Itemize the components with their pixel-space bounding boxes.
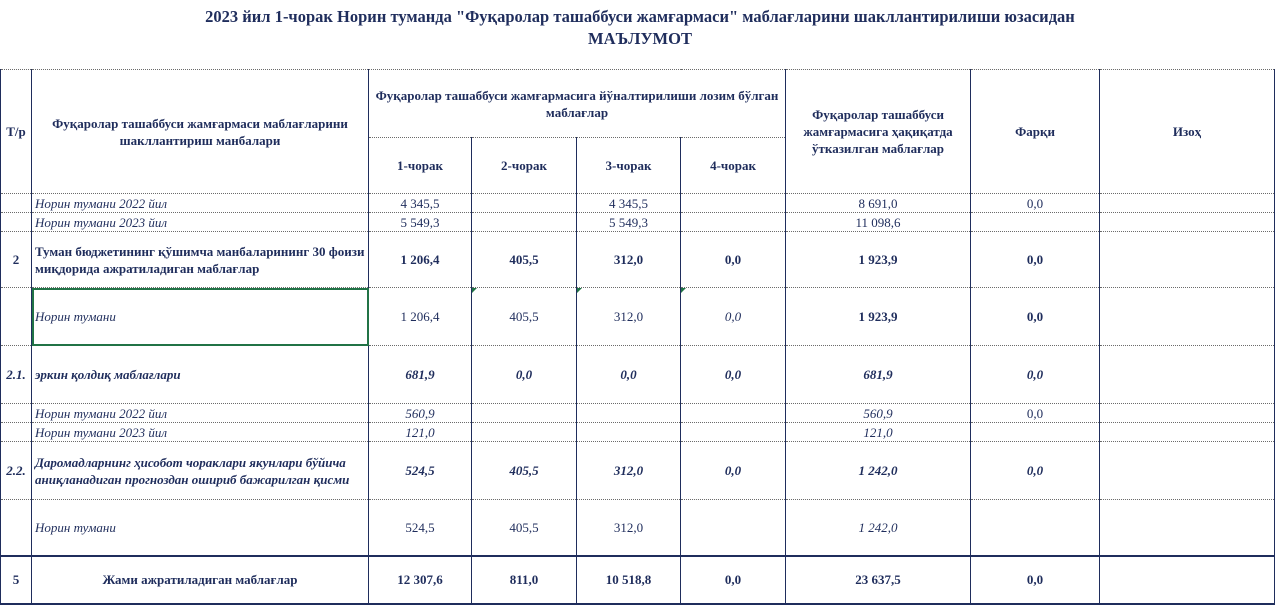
cell-actual[interactable]: 681,9 [786,346,971,404]
cell-num[interactable]: 2.2. [1,442,32,500]
header-note[interactable]: Изоҳ [1100,70,1275,194]
cell-actual[interactable]: 1 923,9 [786,232,971,288]
cell-q3[interactable] [577,404,681,423]
cell-note[interactable] [1100,194,1275,213]
cell-num[interactable] [1,213,32,232]
cell-q4[interactable] [681,500,786,556]
cell-q3[interactable]: 0,0 [577,346,681,404]
cell-q2[interactable]: 0,0 [472,346,577,404]
cell-note[interactable] [1100,213,1275,232]
cell-q4[interactable]: 0,0 [681,346,786,404]
cell-q1[interactable]: 560,9 [369,404,472,423]
cell-q1[interactable]: 1 206,4 [369,232,472,288]
cell-q4[interactable]: 0,0 [681,442,786,500]
header-source[interactable]: Фуқаролар ташаббуси жамғармаси маблағларини шакллантириш манбалари [32,70,369,194]
table-row [1,213,1275,232]
cell-q1[interactable]: 524,5 [369,500,472,556]
cell-num[interactable] [1,288,32,346]
cell-name[interactable]: Норин тумани 2022 йил [32,194,369,213]
cell-name[interactable]: Норин тумани 2023 йил [32,423,369,442]
cell-q2[interactable]: 405,5 [472,500,577,556]
cell-diff[interactable] [971,500,1100,556]
cell-q2[interactable]: 811,0 [472,556,577,604]
document-title [0,6,1280,50]
table-row [1,442,1275,500]
cell-name[interactable]: эркин қолдиқ маблағлари [32,346,369,404]
header-q3[interactable]: 3-чорак [577,138,681,194]
cell-diff[interactable]: 0,0 [971,288,1100,346]
cell-num[interactable] [1,500,32,556]
cell-name-selected[interactable]: Норин тумани [32,288,369,346]
cell-q4[interactable] [681,213,786,232]
header-q4[interactable]: 4-чорак [681,138,786,194]
cell-q1[interactable]: 1 206,4 [369,288,472,346]
cell-q2[interactable]: 405,5 [472,232,577,288]
header-actual[interactable]: Фуқаролар ташаббуси жамғармасига ҳақиқатда ўтказилган маблағлар [786,70,971,194]
cell-q3[interactable]: 312,0 [577,442,681,500]
header-num[interactable]: Т/р [1,70,32,194]
cell-note[interactable] [1100,442,1275,500]
cell-name[interactable]: Даромадларнинг ҳисобот чораклари якунлари бўйича аниқланадиган прогноздан ошириб бажарилган қисми [32,442,369,500]
cell-q1[interactable]: 5 549,3 [369,213,472,232]
cell-actual[interactable]: 560,9 [786,404,971,423]
table-row [1,232,1275,288]
cell-note[interactable] [1100,423,1275,442]
cell-q4[interactable]: 0,0 [681,288,786,346]
cell-q3[interactable]: 312,0 [577,500,681,556]
cell-q1[interactable]: 12 307,6 [369,556,472,604]
cell-q3[interactable] [577,423,681,442]
cell-name[interactable]: Туман бюджетининг қўшимча манбаларининг 30 фоизи миқдорида ажратиладиган маблағлар [32,232,369,288]
cell-q4[interactable] [681,404,786,423]
header-q2[interactable]: 2-чорак [472,138,577,194]
header-q1[interactable]: 1-чорак [369,138,472,194]
cell-diff[interactable]: 0,0 [971,232,1100,288]
cell-actual[interactable]: 121,0 [786,423,971,442]
table-row [1,194,1275,213]
cell-q4[interactable]: 0,0 [681,556,786,604]
header-planned-group[interactable]: Фуқаролар ташаббуси жамғармасига йўналтирилиши лозим бўлган маблағлар [369,70,786,138]
cell-q2[interactable] [472,194,577,213]
cell-note[interactable] [1100,232,1275,288]
cell-q2[interactable] [472,404,577,423]
cell-num[interactable]: 2 [1,232,32,288]
cell-q2[interactable] [472,213,577,232]
cell-actual[interactable]: 23 637,5 [786,556,971,604]
cell-diff[interactable]: 0,0 [971,346,1100,404]
cell-name[interactable]: Норин тумани 2022 йил [32,404,369,423]
cell-note[interactable] [1100,404,1275,423]
cell-actual[interactable]: 1 242,0 [786,442,971,500]
cell-actual[interactable]: 8 691,0 [786,194,971,213]
cell-note[interactable] [1100,288,1275,346]
header-diff[interactable]: Фарқи [971,70,1100,194]
table-row-total [1,556,1275,604]
cell-diff[interactable]: 0,0 [971,194,1100,213]
cell-q3[interactable]: 4 345,5 [577,194,681,213]
cell-name[interactable]: Норин тумани 2023 йил [32,213,369,232]
cell-q3[interactable]: 10 518,8 [577,556,681,604]
cell-num[interactable] [1,404,32,423]
cell-diff[interactable]: 0,0 [971,442,1100,500]
cell-actual[interactable]: 1 923,9 [786,288,971,346]
cell-num[interactable]: 2.1. [1,346,32,404]
cell-q2[interactable]: 405,5 [472,288,577,346]
cell-q1[interactable]: 681,9 [369,346,472,404]
cell-actual[interactable]: 11 098,6 [786,213,971,232]
cell-q3[interactable]: 312,0 [577,232,681,288]
cell-actual[interactable]: 1 242,0 [786,500,971,556]
table-row [1,346,1275,404]
cell-q2[interactable] [472,423,577,442]
cell-diff[interactable]: 0,0 [971,404,1100,423]
title-line-2: МАЪЛУМОТ [588,29,692,48]
cell-q1[interactable]: 524,5 [369,442,472,500]
cell-q1[interactable]: 121,0 [369,423,472,442]
cell-num[interactable] [1,423,32,442]
cell-num[interactable]: 5 [1,556,32,604]
cell-note[interactable] [1100,346,1275,404]
cell-name[interactable]: Жами ажратиладиган маблағлар [32,556,369,604]
cell-q2[interactable]: 405,5 [472,442,577,500]
cell-name[interactable]: Норин тумани [32,500,369,556]
cell-note[interactable] [1100,500,1275,556]
cell-q3[interactable]: 312,0 [577,288,681,346]
table-row [1,288,1275,346]
cell-diff[interactable] [971,423,1100,442]
table-row [1,500,1275,556]
cell-q4[interactable] [681,194,786,213]
cell-q4[interactable]: 0,0 [681,232,786,288]
cell-diff[interactable]: 0,0 [971,556,1100,604]
cell-note[interactable] [1100,556,1275,604]
cell-q3[interactable]: 5 549,3 [577,213,681,232]
table-row [1,404,1275,423]
cell-q1[interactable]: 4 345,5 [369,194,472,213]
data-table [0,69,1275,605]
title-line-1: 2023 йил 1-чорак Норин туманда "Фуқаролар ташаббуси жамғармаси" маблағларини шакллантирилиши юзасидан [205,7,1075,26]
table-row [1,423,1275,442]
cell-diff[interactable] [971,213,1100,232]
cell-q4[interactable] [681,423,786,442]
cell-num[interactable] [1,194,32,213]
